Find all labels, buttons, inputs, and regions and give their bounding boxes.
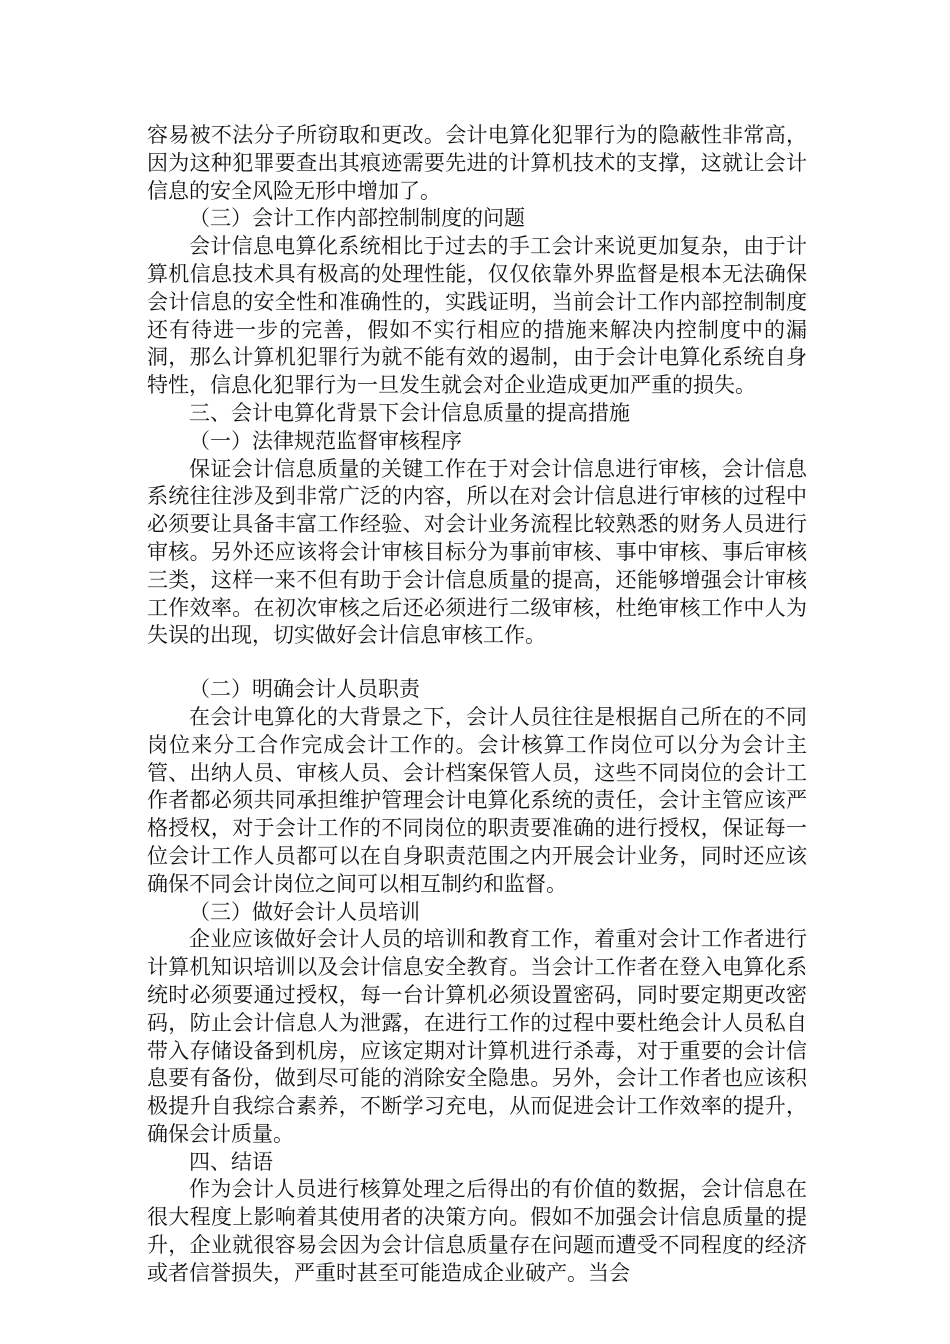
paragraph-gap [147, 650, 807, 676]
paragraph-1: 容易被不法分子所窃取和更改。会计电算化犯罪行为的隐蔽性非常高，因为这种犯罪要查出其痕迹需要先进的计算机技术的支撑，这就让会计信息的安全风险无形中增加了。 [147, 123, 807, 203]
section-heading-measures: 三、会计电算化背景下会计信息质量的提高措施 [189, 400, 630, 425]
subheading-audit: （一）法律规范监督审核程序 [189, 428, 462, 453]
paragraph-duties: 在会计电算化的大背景之下，会计人员往往是根据自己所在的不同岗位来分工合作完成会计工作的。会计核算工作岗位可以分为会计主管、出纳人员、审核人员、会计档案保管人员，这些不同岗位的会计工作者都必须共同承担维护管理会计电算化系统的责任，会计主管应该严格授权，对于会计工作的不同岗位的职责要准确的进行授权，保证每一位会计工作人员都可以在自身职责范围之内开展会计业务，同时还应该确保不同会计岗位之间可以相互制约和监督。 [147, 704, 807, 896]
section-heading-conclusion: 四、结语 [189, 1149, 273, 1174]
section-heading-internal-control: （三）会计工作内部控制制度的问题 [189, 206, 525, 231]
paragraph-audit: 保证会计信息质量的关键工作在于对会计信息进行审核，会计信息系统往往涉及到非常广泛的内容，所以在对会计信息进行审核的过程中必须要让具备丰富工作经验、对会计业务流程比较熟悉的财务人员进行审核。另外还应该将会计审核目标分为事前审核、事中审核、事后审核三类，这样一来不但有助于会计信息质量的提高，还能够增强会计审核工作效率。在初次审核之后还必须进行二级审核，杜绝审核工作中人为失误的出现，切实做好会计信息审核工作。 [147, 456, 807, 648]
subheading-training: （三）做好会计人员培训 [189, 899, 420, 924]
paragraph-conclusion: 作为会计人员进行核算处理之后得出的有价值的数据，会计信息在很大程度上影响着其使用者的决策方向。假如不加强会计信息质量的提升，企业就很容易会因为会计信息质量存在问题而遭受不同程度的经济或者信誉损失，严重时甚至可能造成企业破产。当会 [147, 1177, 807, 1285]
paragraph-internal-control: 会计信息电算化系统相比于过去的手工会计来说更加复杂，由于计算机信息技术具有极高的处理性能，仅仅依靠外界监督是根本无法确保会计信息的安全性和准确性的，实践证明，当前会计工作内部控制制度还有待进一步的完善，假如不实行相应的措施来解决内控制度中的漏洞，那么计算机犯罪行为就不能有效的遏制，由于会计电算化系统自身特性，信息化犯罪行为一旦发生就会对企业造成更加严重的损失。 [147, 234, 807, 398]
subheading-duties: （二）明确会计人员职责 [189, 677, 420, 702]
paragraph-training: 企业应该做好会计人员的培训和教育工作，着重对会计工作者进行计算机知识培训以及会计信息安全教育。当会计工作者在登入电算化系统时必须要通过授权，每一台计算机必须设置密码，同时要定期更改密码，防止会计信息人为泄露，在进行工作的过程中要杜绝会计人员私自带入存储设备到机房，应该定期对计算机进行杀毒，对于重要的会计信息要有备份，做到尽可能的消除安全隐患。另外，会计工作者也应该积极提升自我综合素养，不断学习充电，从而促进会计工作效率的提升，确保会计质量。 [147, 927, 807, 1146]
document-page [147, 122, 807, 1288]
